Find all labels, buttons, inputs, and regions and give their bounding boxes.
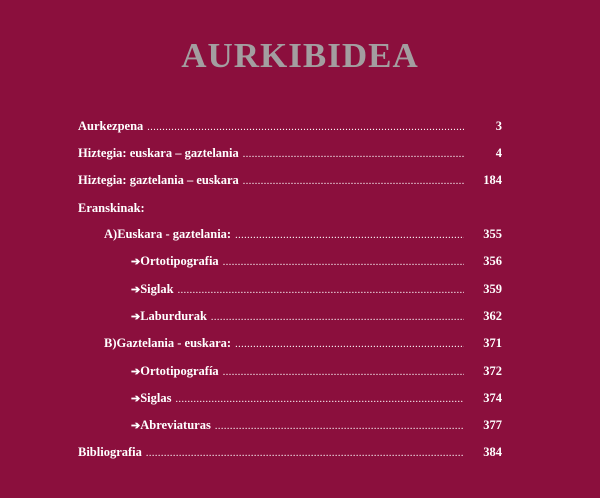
page-number: 371 [483, 336, 502, 350]
toc-entry-b-gaztelania-euskara[interactable] [104, 336, 502, 354]
arrow-right-icon: ➔ [131, 311, 141, 323]
leader-dots [223, 367, 464, 378]
toc-entry-ortotipografia[interactable] [131, 254, 502, 272]
toc-entry-label: Ortotipografía [140, 364, 219, 378]
leader-dots [178, 285, 464, 296]
toc-entry-laburdurak[interactable] [131, 309, 502, 327]
toc-entry-hiztegia-euskara-gaztelania[interactable] [78, 146, 502, 164]
leader-dots [235, 230, 464, 241]
arrow-right-icon: ➔ [131, 393, 141, 405]
toc-entry-label: Laburdurak [140, 309, 207, 323]
toc-entry-aurkezpena[interactable] [78, 119, 502, 137]
toc-entry-label: Aurkezpena [78, 119, 144, 133]
page-number: 3 [495, 119, 502, 133]
page-number: 362 [483, 309, 502, 323]
toc-entry-bibliografia[interactable] [78, 445, 502, 463]
leader-dots [146, 448, 464, 459]
leader-dots [211, 312, 464, 323]
leader-dots [243, 149, 464, 160]
arrow-right-icon: ➔ [131, 420, 141, 432]
page-number: 184 [483, 173, 502, 187]
arrow-right-icon: ➔ [131, 284, 141, 296]
page-number: 356 [483, 254, 502, 268]
leader-dots [147, 122, 464, 133]
toc-entry-siglas[interactable] [131, 391, 502, 409]
toc-entry-label: Siglas [140, 391, 172, 405]
toc-entry-siglak[interactable] [131, 282, 502, 300]
leader-dots [243, 176, 464, 187]
toc-heading-eranskinak: Eranskinak: [78, 201, 145, 215]
page-number: 359 [483, 282, 502, 296]
leader-dots [175, 394, 464, 405]
toc-entry-label: Euskara - gaztelania: [117, 227, 232, 241]
toc-entry-hiztegia-gaztelania-euskara[interactable] [78, 173, 502, 191]
toc-entry-label: Hiztegia: euskara – gaztelania [78, 146, 239, 160]
leader-dots [235, 339, 464, 350]
toc-entry-label: Bibliografia [78, 445, 142, 459]
page-number: 355 [483, 227, 502, 241]
toc-entry-label: Hiztegia: gaztelania – euskara [78, 173, 239, 187]
arrow-right-icon: ➔ [131, 366, 141, 378]
page-number: 374 [483, 391, 502, 405]
arrow-right-icon: ➔ [131, 256, 141, 268]
toc-entry-abreviaturas[interactable] [131, 418, 502, 436]
leader-dots [223, 257, 464, 268]
toc-entry-label: Abreviaturas [140, 418, 211, 432]
page-number: 4 [495, 146, 502, 160]
toc-entry-a-euskara-gaztelania[interactable] [104, 227, 502, 245]
page-title: AURKIBIDEA [181, 36, 419, 75]
toc-entry-label: Siglak [140, 282, 174, 296]
toc-entry-label: Ortotipografia [140, 254, 219, 268]
page-number: 384 [483, 445, 502, 459]
toc-entry-label: Gaztelania - euskara: [116, 336, 232, 350]
section-letter: B) [104, 336, 117, 350]
leader-dots [215, 421, 464, 432]
page-number: 372 [483, 364, 502, 378]
section-letter: A) [104, 227, 118, 241]
toc-entry-ortotipografia-es[interactable] [131, 364, 502, 382]
page-number: 377 [483, 418, 502, 432]
